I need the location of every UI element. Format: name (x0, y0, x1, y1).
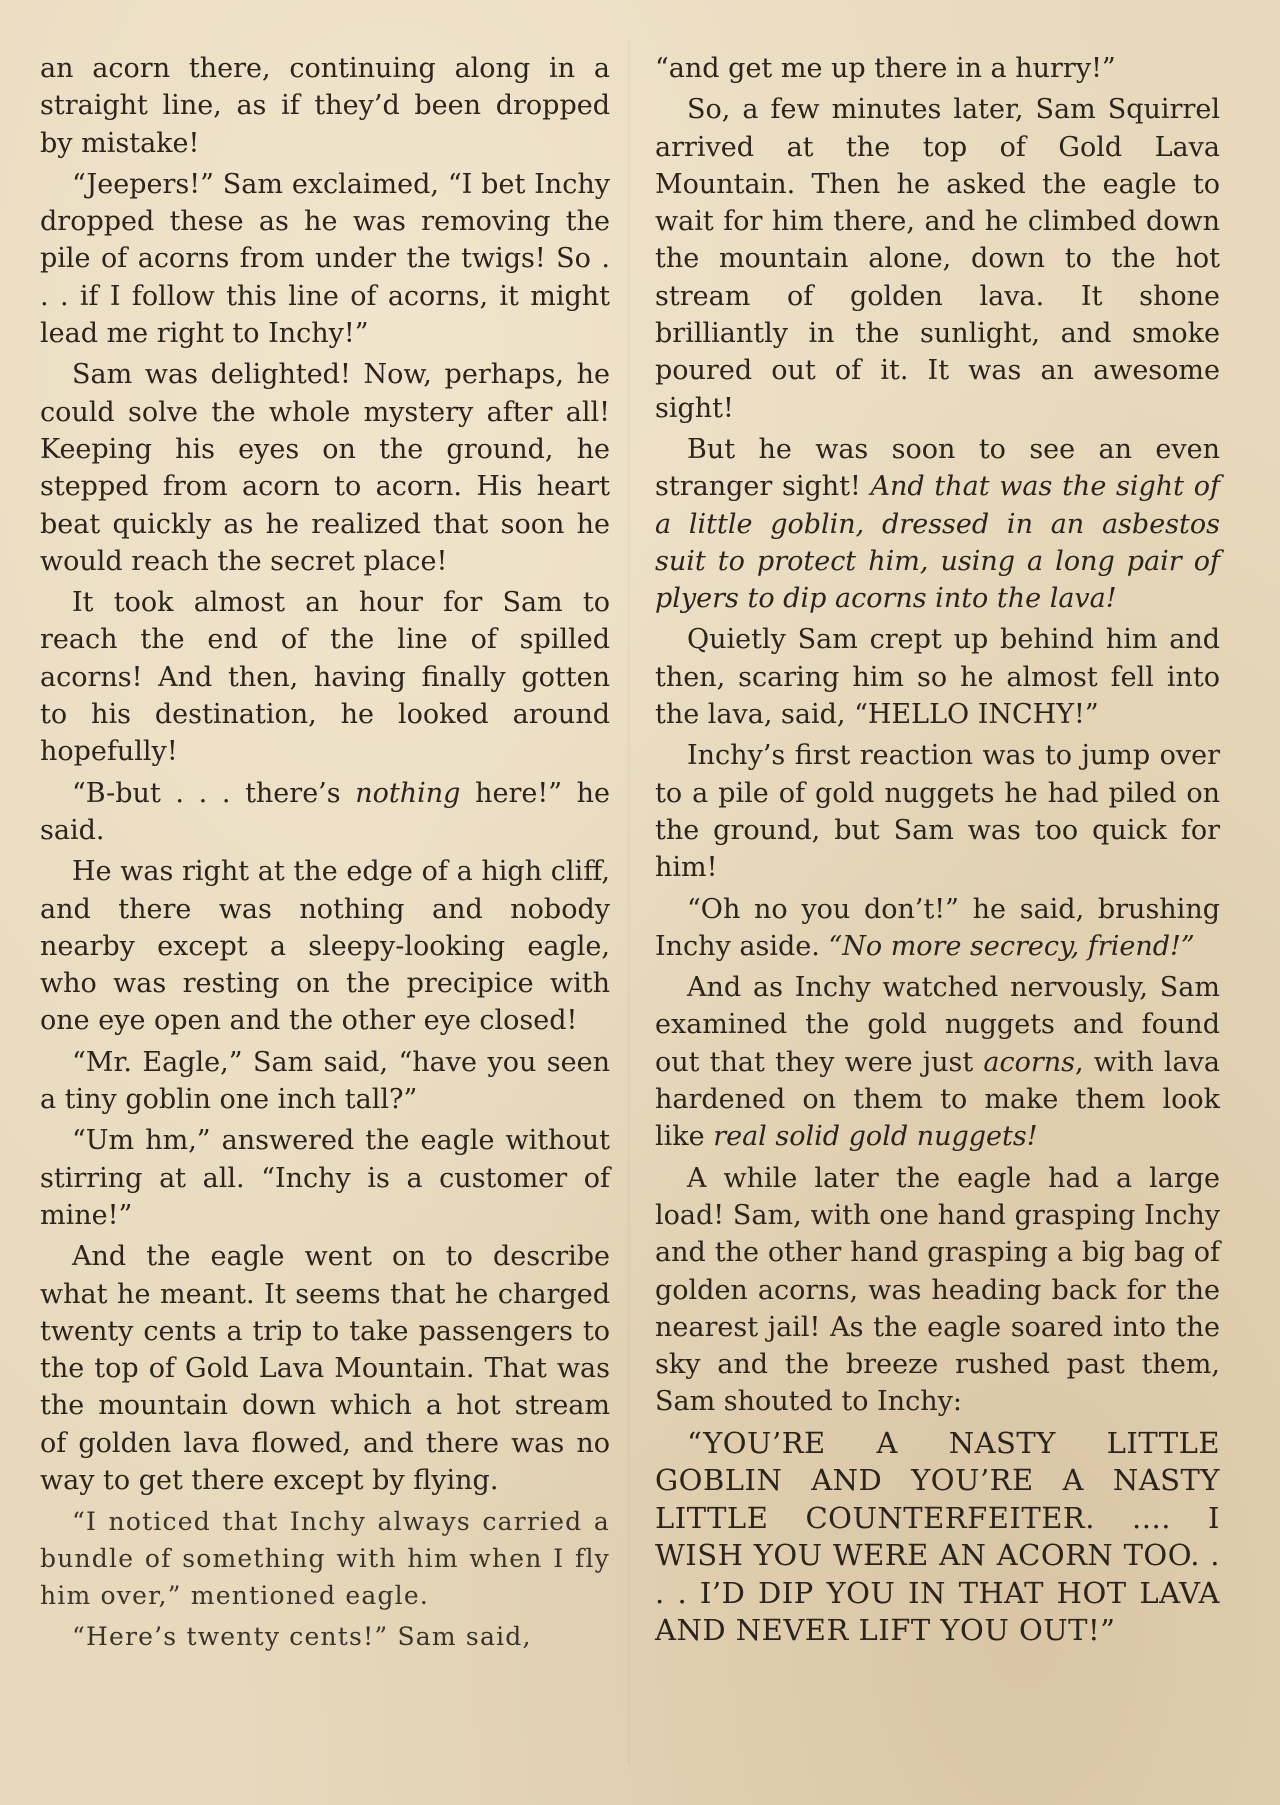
emphasis-text: “No more secrecy, friend!” (828, 930, 1195, 962)
paragraph (40, 775, 610, 850)
paragraph: It took almost an hour for Sam to reach the end of the line of spilled acorns! And then, having finally gotten to his destination, he looked around hopefully! (40, 587, 610, 768)
right-text-column (655, 50, 1220, 1787)
text-run: But he was soon to see an even stranger sight! (655, 433, 1220, 503)
paragraph: “Jeepers!” Sam exclaimed, “I bet Inchy dropped these as he was removing the pile of acorns from under the twigs! So . . . if I follow this line of acorns, it might lead me right to Inchy!” (40, 168, 610, 350)
shouted-paragraph: “YOU’RE A NASTY LITTLE GOBLIN AND YOU’RE A NASTY LITTLE COUNTERFEITER. .... I WISH YOU WERE AN ACORN TOO. . . . I’D DIP YOU IN THAT HOT LAVA AND NEVER LIFT YOU OUT!” (655, 1425, 1220, 1648)
paragraph (655, 969, 1220, 1155)
paragraph: Inchy’s first reaction was to jump over to a pile of gold nuggets he had piled on the ground, but Sam was too quick for him! (655, 740, 1220, 884)
paragraph: And the eagle went on to describe what he meant. It seems that he charged twenty cents a trip to take passengers to the top of Gold Lava Mountain. That was the mountain down which a hot stream of golden lava flowed, and there was no way to get there except by flying. (40, 1241, 610, 1496)
paragraph (655, 891, 1220, 966)
text-run: “B-but . . . there’s (72, 777, 356, 809)
paragraph: “Here’s twenty cents!” Sam said, (72, 1622, 532, 1652)
left-text-column (40, 50, 610, 1787)
paragraph: “Mr. Eagle,” Sam said, “have you seen a tiny goblin one inch tall?” (40, 1046, 610, 1116)
emphasis-text: acorns (983, 1046, 1076, 1078)
paragraph: A while later the eagle had a large load! Sam, with one hand grasping Inchy and the other hand grasping a big bag of golden acorns, was heading back for the nearest jail! As the eagle soared into the sky and the breeze rushed past them, Sam shouted to Inchy: (655, 1162, 1220, 1418)
text-run: , with lava hardened on them to make them look like (655, 1046, 1220, 1153)
text-run: here!” he said. (40, 777, 610, 846)
paragraph: So, a few minutes later, Sam Squirrel arrived at the top of Gold Lava Mountain. Then he asked the eagle to wait for him there, and he climbed down the mountain alone, down to the hot stream of golden lava. It shone brilliantly in the sunlight, and smoke poured out of it. It was an awesome sight! (655, 94, 1220, 424)
paragraph: He was right at the edge of a high cliff, and there was nothing and nobody nearby except a sleepy-looking eagle, who was resting on the precipice with one eye open and the other eye closed! (40, 856, 610, 1037)
paragraph: Sam was delighted! Now, perhaps, he could solve the whole mystery after all! Keeping his eyes on the ground, he stepped from acorn to acorn. His heart beat quickly as he realized that soon he would reach the secret place! (40, 359, 610, 577)
text-run: And as Inchy watched nervously, Sam examined the gold nuggets and found out that they were just (655, 972, 1220, 1078)
text-run: “Oh no you don’t!” he said, brushing Inchy aside. (655, 893, 1220, 962)
paragraph: “I noticed that Inchy always carried a bundle of something with him when I fly him over,” mentioned eagle. (40, 1507, 610, 1611)
paragraph: “and get me up there in a hurry!” (655, 53, 1116, 84)
paragraph (655, 431, 1220, 617)
paragraph: an acorn there, continuing along in a straight line, as if they’d been dropped by mistake! (40, 53, 610, 159)
paragraph: “Um hm,” answered the eagle without stirring at all. “Inchy is a customer of mine!” (40, 1125, 610, 1231)
emphasis-text: And that was the sight of a little goblin, dressed in an asbestos suit to protect him, using a long pair of plyers to dip acorns into the lava! (655, 471, 1220, 615)
emphasis-text: real solid gold nuggets! (713, 1121, 1038, 1153)
paragraph: Quietly Sam crept up behind him and then, scaring him so he almost fell into the lava, said, “HELLO INCHY!” (655, 624, 1220, 731)
column-gutter (628, 40, 630, 1765)
emphasis-text: nothing (355, 777, 461, 809)
